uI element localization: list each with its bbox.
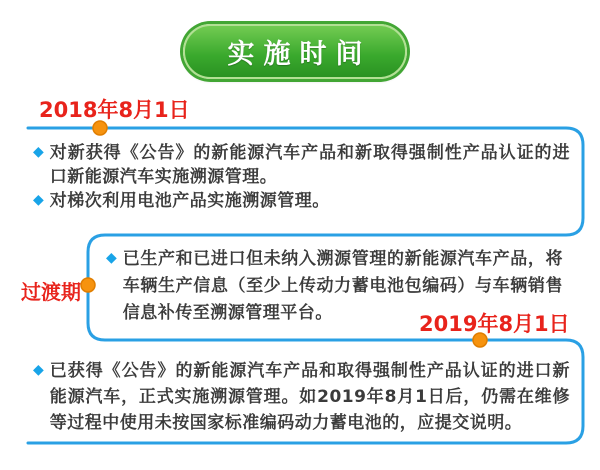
- section-after-2018: [33, 141, 570, 213]
- milestone-date-2019: 2019年8月1日: [419, 312, 570, 336]
- section-after-2019: [33, 358, 570, 436]
- bullet-text: 对梯次利用电池产品实施溯源管理。: [49, 191, 330, 211]
- milestone-date-2018: 2018年8月1日: [39, 98, 190, 122]
- timeline-dot-transition: [81, 278, 95, 292]
- list-item: [33, 358, 570, 436]
- bullet-text: 已生产和已进口但未纳入溯源管理的新能源汽车产品，将车辆生产信息（至少上传动力蓄电池包编码）与车辆销售信息补传至溯源管理平台。: [122, 249, 563, 323]
- list-item: [33, 189, 570, 213]
- bullet-text: 已获得《公告》的新能源汽车产品和取得强制性产品认证的进口新能源汽车，正式实施溯源管理。如2019年8月1日后，仍需在维修等过程中使用未按国家标准编码动力蓄电池的，应提交说明。: [49, 361, 570, 433]
- diamond-bullet-icon: ◆: [106, 250, 117, 266]
- diamond-bullet-icon: ◆: [33, 362, 44, 378]
- page-title: 实施时间: [227, 39, 372, 70]
- title-banner: [183, 24, 407, 79]
- transition-period-label: 过渡期: [21, 280, 81, 304]
- diamond-bullet-icon: ◆: [33, 192, 44, 208]
- list-item: [33, 141, 570, 189]
- bullet-text: 对新获得《公告》的新能源汽车产品和新取得强制性产品认证的进口新能源汽车实施溯源管理。: [49, 143, 570, 187]
- diamond-bullet-icon: ◆: [33, 144, 44, 160]
